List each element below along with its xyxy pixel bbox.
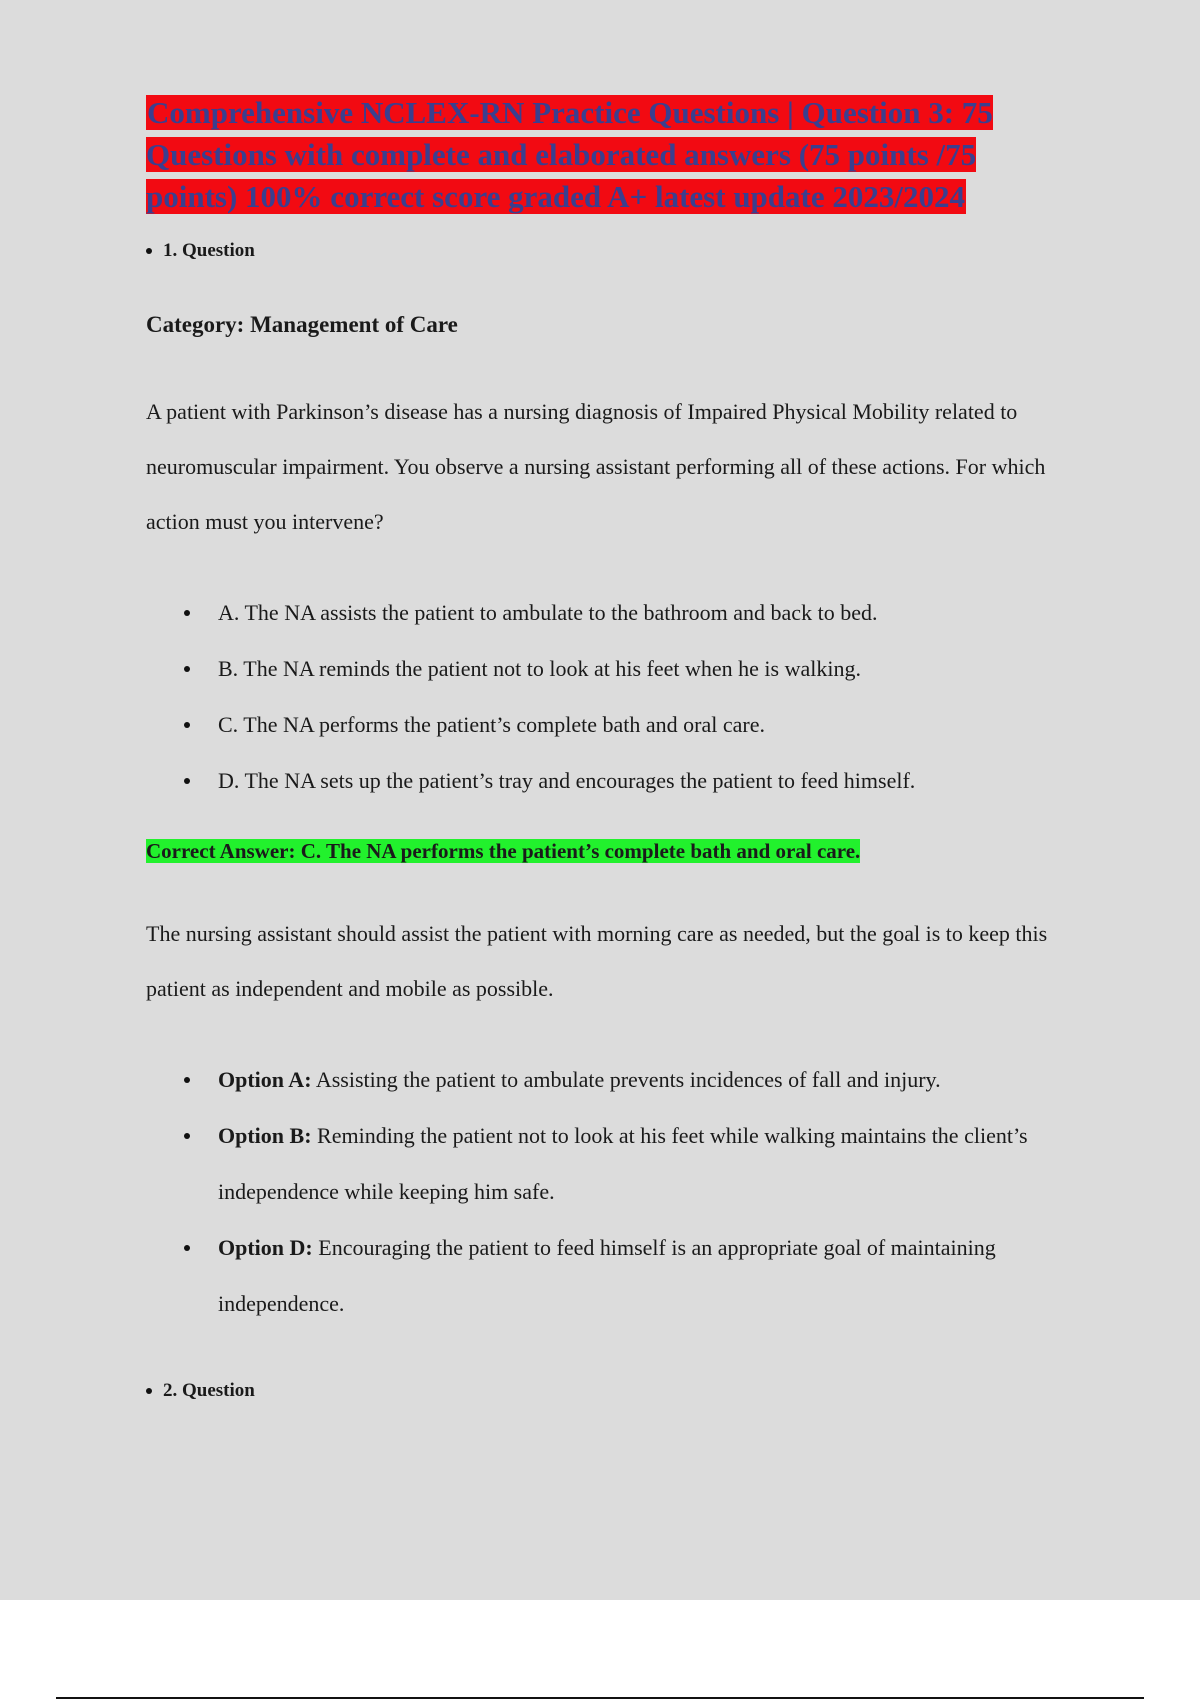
document-content bbox=[146, 92, 1086, 1402]
rationale-b-label: Option B: bbox=[218, 1123, 312, 1148]
bullet-icon bbox=[184, 1133, 190, 1139]
bullet-icon bbox=[184, 1245, 190, 1251]
bullet-icon bbox=[184, 722, 190, 728]
option-d-text: D. The NA sets up the patient’s tray and encourages the patient to feed himself. bbox=[218, 768, 916, 793]
rationale-d-label: Option D: bbox=[218, 1235, 313, 1260]
footer-rule bbox=[56, 1697, 1144, 1699]
document-title-text: Comprehensive NCLEX-RN Practice Questions | Question 3: 75 Questions with complete and elaborated answers (75 points /75 points) 100% correct score graded A+ latest update 2023/2024 bbox=[146, 95, 993, 214]
bullet-icon bbox=[146, 1388, 152, 1394]
bullet-icon bbox=[184, 666, 190, 672]
rationale-d-text: Encouraging the patient to feed himself is an appropriate goal of maintaining independence. bbox=[218, 1235, 996, 1316]
question-1-category: Category: Management of Care bbox=[146, 312, 458, 337]
option-a bbox=[146, 585, 1086, 641]
rationale-a-label: Option A: bbox=[218, 1067, 312, 1092]
question-2-heading bbox=[146, 1380, 1086, 1402]
question-1-stem: A patient with Parkinson’s disease has a nursing diagnosis of Impaired Physical Mobility related to neuromuscular impairment. You observe a nursing assistant performing all of these actions. For which action must you intervene? bbox=[146, 399, 1046, 534]
option-b bbox=[146, 641, 1086, 697]
option-b-text: B. The NA reminds the patient not to look at his feet when he is walking. bbox=[218, 656, 861, 681]
question-1-heading bbox=[146, 240, 1086, 262]
bullet-icon bbox=[184, 610, 190, 616]
option-c bbox=[146, 697, 1086, 753]
bullet-icon bbox=[184, 778, 190, 784]
rationale-a bbox=[146, 1052, 1086, 1108]
correct-answer bbox=[146, 839, 1086, 864]
bullet-icon bbox=[184, 1077, 190, 1083]
option-c-text: C. The NA performs the patient’s complete bath and oral care. bbox=[218, 712, 765, 737]
document-title bbox=[146, 92, 1036, 218]
rationale-a-text: Assisting the patient to ambulate prevents incidences of fall and injury. bbox=[311, 1067, 941, 1092]
question-2-heading-text: 2. Question bbox=[163, 1380, 255, 1401]
bullet-icon bbox=[146, 248, 152, 254]
rationale-d bbox=[146, 1220, 1086, 1332]
option-a-text: A. The NA assists the patient to ambulate to the bathroom and back to bed. bbox=[218, 600, 878, 625]
correct-answer-text: Correct Answer: C. The NA performs the patient’s complete bath and oral care. bbox=[146, 839, 861, 863]
rationale-list bbox=[146, 1052, 1086, 1332]
question-1-options bbox=[146, 585, 1086, 809]
rationale-b-text: Reminding the patient not to look at his feet while walking maintains the client’s independence while keeping him safe. bbox=[218, 1123, 1028, 1204]
answer-explanation: The nursing assistant should assist the patient with morning care as needed, but the goal is to keep this patient as independent and mobile as possible. bbox=[146, 921, 1048, 1001]
question-1-heading-text: 1. Question bbox=[163, 240, 255, 261]
option-d bbox=[146, 753, 1086, 809]
rationale-b bbox=[146, 1108, 1086, 1220]
